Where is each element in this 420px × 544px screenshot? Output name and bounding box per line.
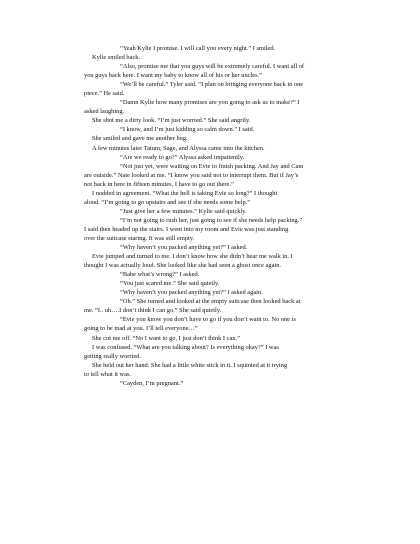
text-line: “Yeah Kylie I promise. I will call you every night.” I smiled. <box>120 45 276 52</box>
text-line: over the suitcase staring. It was still empty. <box>84 234 195 242</box>
page-text <box>84 44 346 388</box>
text-line: “Why haven’t you packed anything yet?” I asked. <box>120 244 248 252</box>
text-line: getting really worried. <box>84 352 141 360</box>
text-line: “Damn Kylie how many promises are you going to ask us to make?” I <box>120 99 300 107</box>
text-line: thought I was actually loud. She looked like she had seen a ghost once again. <box>84 262 281 270</box>
text-line: asked laughing. <box>84 108 125 116</box>
text-line: going to be mad at you. I’ll tell everyone…” <box>84 325 198 333</box>
text-line: not back in here in fifteen minutes, I have to go out there.” <box>84 180 234 188</box>
text-line: I said then headed up the stairs. I went into my room and Evie was just standing <box>84 225 289 233</box>
text-line: “I’m not going to rush her, just going to see if she needs help packing.” <box>120 216 303 224</box>
text-line: Evie jumped and turned to me. I don’t know how she didn’t hear me walk in. I <box>92 253 293 261</box>
text-line: She cut me off. “No I want to go, I just don’t think I can.” <box>92 334 240 342</box>
text-line: “We’ll be careful.” Tyler said. “I plan on bringing everyone back in one <box>120 81 304 89</box>
text-line: “Why haven’t you packed anything yet?” I asked again. <box>120 289 263 297</box>
text-line: “Oh.” She turned and looked at the empty suitcase then looked back at <box>120 298 301 306</box>
text-line: She smiled and gave me another hug. <box>92 135 188 143</box>
text-line: piece.” He said. <box>84 90 125 98</box>
text-line: “Just give her a few minutes.” Kylie said quickly. <box>120 207 247 215</box>
text-line: “Cayden, I’m pregnant.” <box>120 379 184 387</box>
text-line: you guys back here. I want my baby to know all of his or her uncles.” <box>84 72 263 80</box>
text-line: to tell what it was. <box>84 370 132 378</box>
text-line: “Also, promise me that you guys will be extremely careful. I want all of <box>120 63 305 71</box>
text-line: I nodded in agreement. “What the hell is taking Evie so long?” I thought <box>92 189 278 197</box>
text-line: are outside.” Nate looked at me. “I know you said not to interrupt them. But if Jay’s <box>84 171 299 179</box>
text-line: A few minutes later Tatum, Sage, and Alyssa came into the kitchen. <box>92 144 265 152</box>
text-line: “Are we ready to go?” Alyssa asked impatiently. <box>120 153 245 161</box>
text-line: aloud. “I’m going to go upstairs and see if she needs some help.” <box>84 198 251 206</box>
text-line: “I know, and I’m just kidding so calm down.” I said. <box>120 126 255 134</box>
text-line: She held out her hand. She had a little white stick in it. I squinted at it trying <box>92 361 288 369</box>
text-line: “Not just yet, were waiting on Evie to finish packing. And Jay and Cam <box>120 162 304 170</box>
text-line: “Babe what’s wrong?” I asked. <box>120 271 200 279</box>
text-line: “You just scared me.” She said quietly. <box>120 280 220 288</box>
text-line: Kylie smiled back. <box>92 54 141 62</box>
text-line: me. “I.. uh….I don’t think I can go.” She said quietly. <box>84 307 222 315</box>
text-line: She shot me a dirty look. “I’m just worried.” She said angrily. <box>92 117 251 125</box>
text-line: I was confused. “What are you talking about? Is everything okay?” I was <box>92 343 279 351</box>
text-line: “Evie you know you don’t have to go if you don’t want to. No one is <box>120 316 296 324</box>
